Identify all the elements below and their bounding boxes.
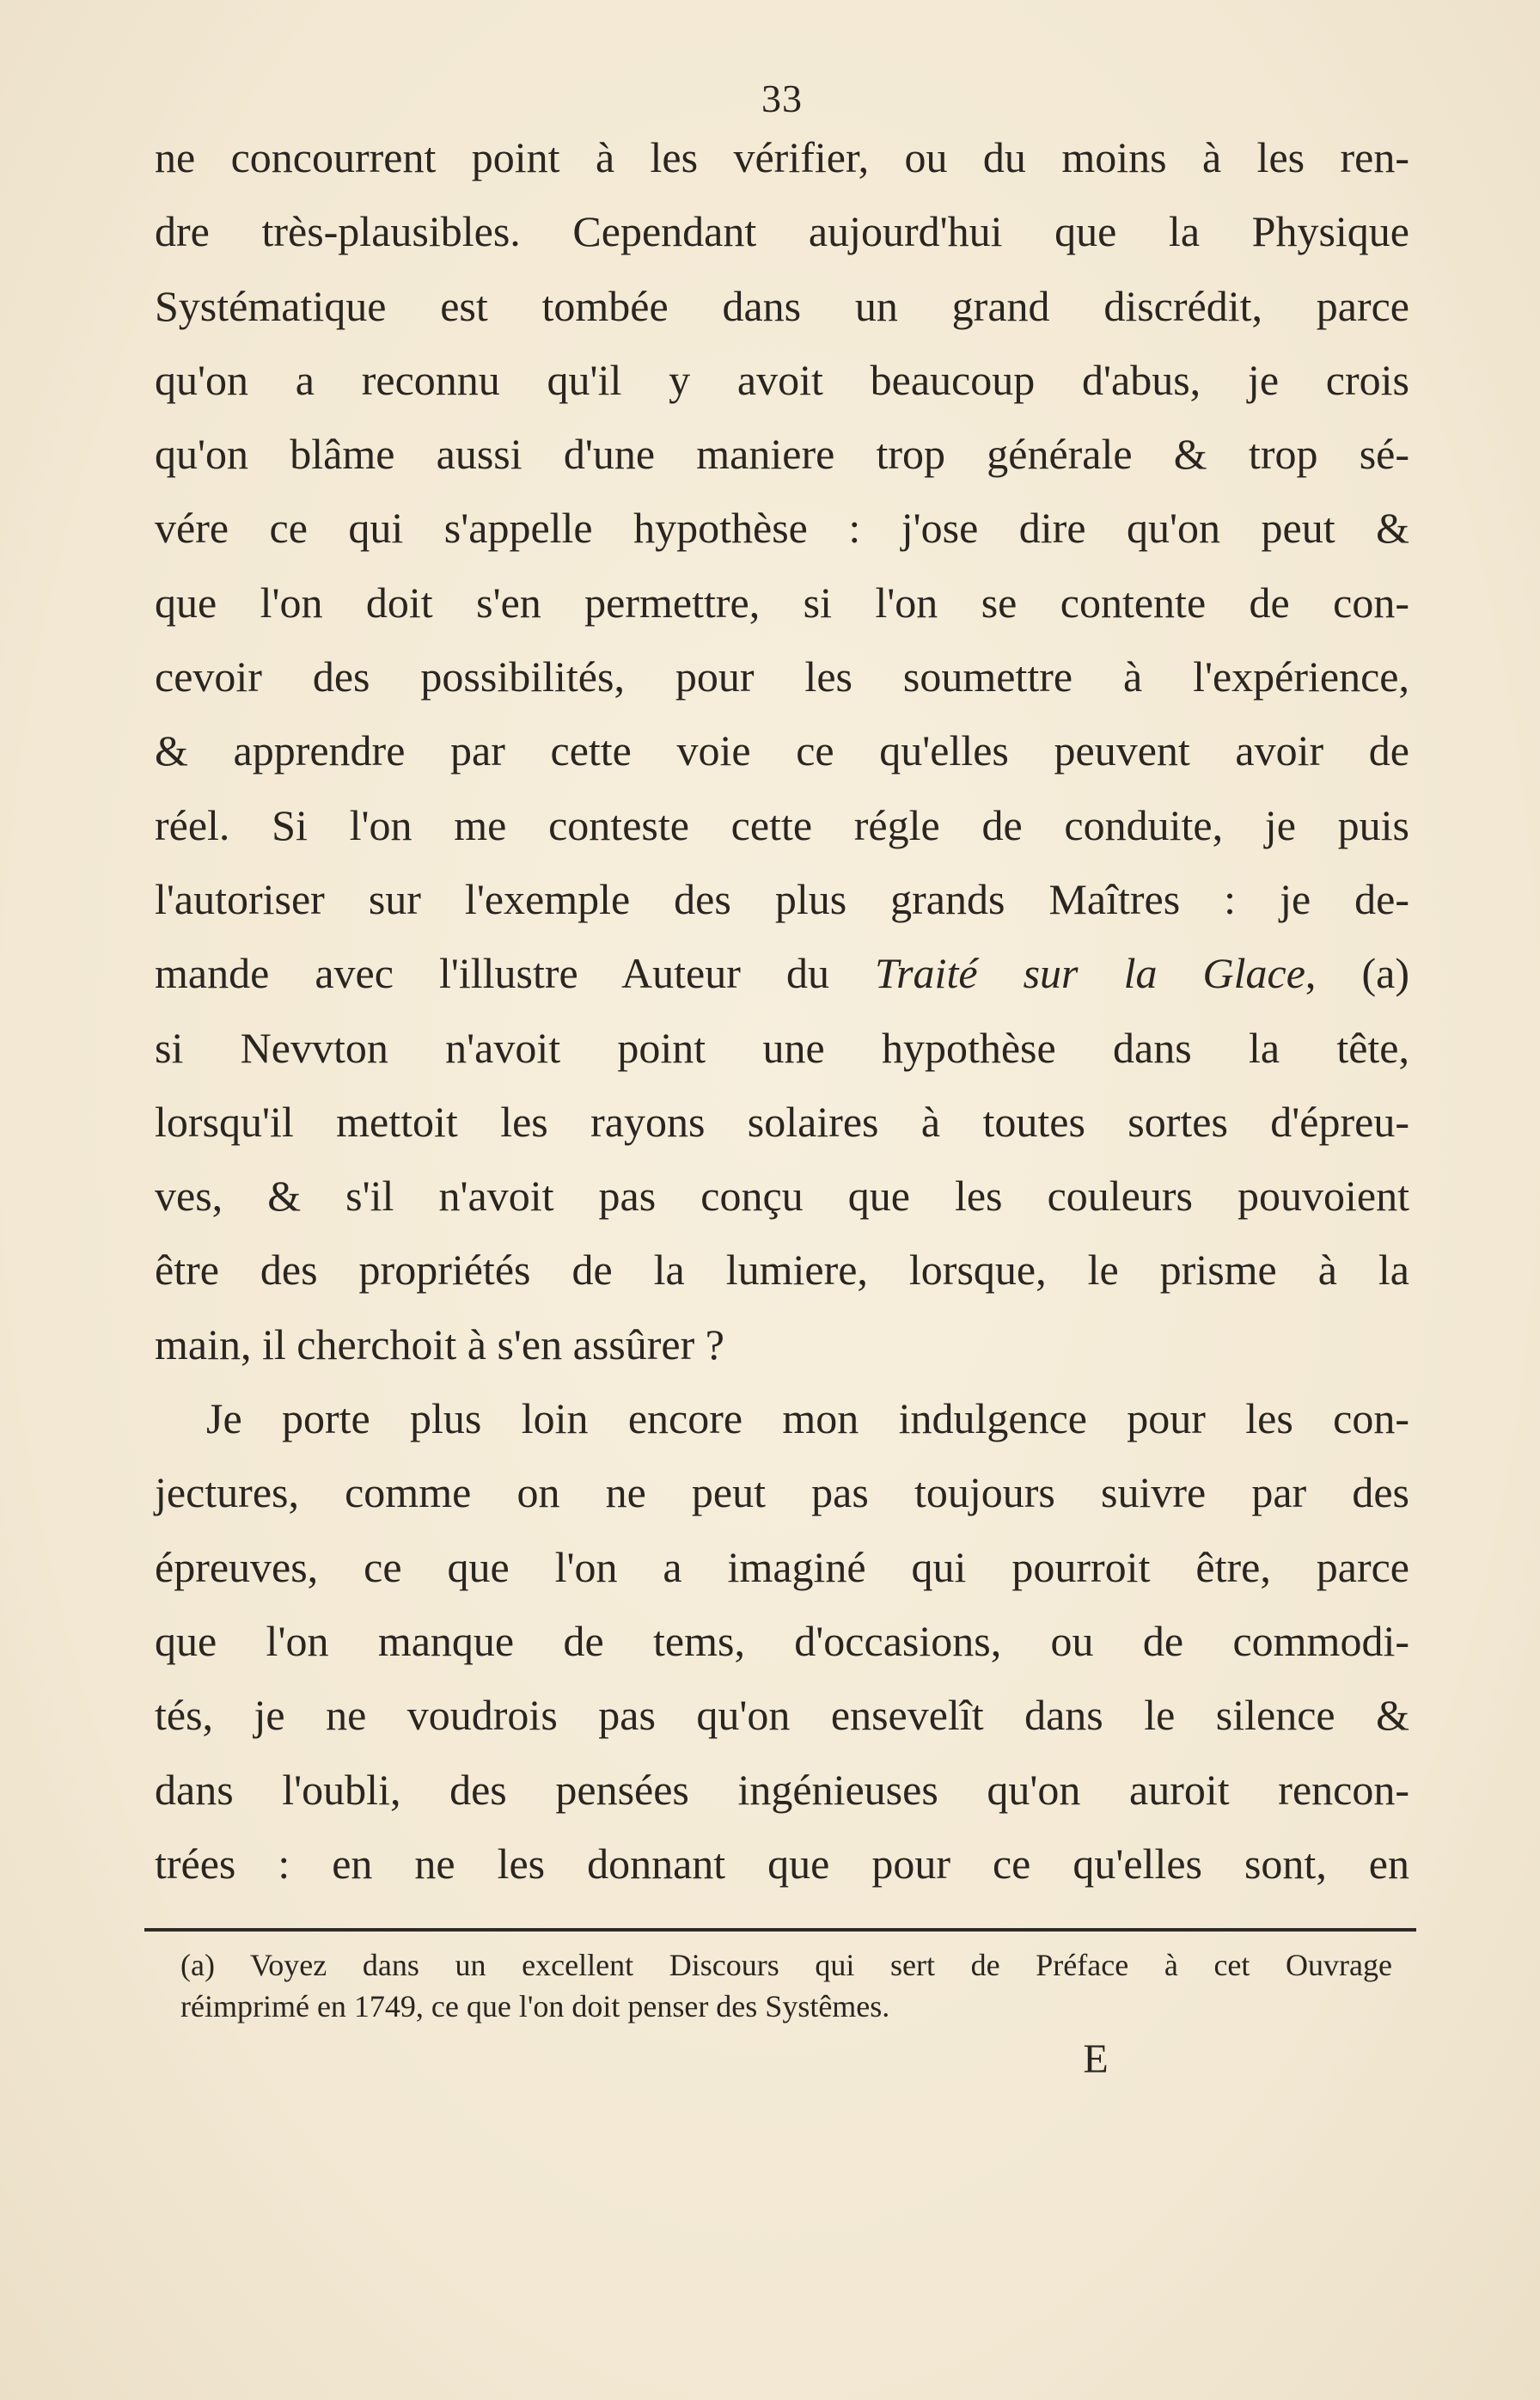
- text-line-15: ves, & s'il n'avoit pas conçu que les couleurs pouvoient: [155, 1172, 1409, 1221]
- signature-mark: E: [1083, 2036, 1109, 2082]
- text-line-10: réel. Si l'on me conteste cette régle de conduite, je puis: [155, 800, 1409, 849]
- text-line-24: trées : en ne les donnant que pour ce qu'elles sont, en: [155, 1839, 1409, 1888]
- text-line-22: tés, je ne voudrois pas qu'on ensevelît dans le silence &: [155, 1691, 1409, 1740]
- text-line-5: qu'on blâme aussi d'une maniere trop générale & trop sé-: [155, 430, 1409, 479]
- footnote-line-1: (a) Voyez dans un excellent Discours qui sert de Préface à cet Ouvrage: [180, 1948, 1392, 1982]
- text-line-3: Systématique est tombée dans un grand discrédit, parce: [155, 281, 1409, 330]
- text-line-6: vére ce qui s'appelle hypothèse : j'ose dire qu'on peut &: [155, 504, 1409, 553]
- text-line-7: que l'on doit s'en permettre, si l'on se contente de con-: [155, 578, 1409, 627]
- text-line-8: cevoir des possibilités, pour les soumettre à l'expérience,: [155, 652, 1409, 701]
- footnote: [180, 1944, 1392, 2027]
- text-line-23: dans l'oubli, des pensées ingénieuses qu'on auroit rencon-: [155, 1765, 1409, 1814]
- text-line-12: [155, 936, 1409, 1010]
- text-line-17: main, il cherchoit à s'en assûrer ?: [155, 1319, 724, 1368]
- text-line-18: Je porte plus loin encore mon indulgence pour les con-: [206, 1394, 1409, 1443]
- text-line-14: lorsqu'il mettoit les rayons solaires à toutes sortes d'épreu-: [155, 1097, 1409, 1146]
- text-line-9: & apprendre par cette voie ce qu'elles peuvent avoir de: [155, 726, 1409, 775]
- text-line-16: être des propriétés de la lumiere, lorsque, le prisme à la: [155, 1246, 1409, 1295]
- text-line-12-start: mande avec l'illustre Auteur du: [155, 949, 876, 998]
- text-line-11: l'autoriser sur l'exemple des plus grands Maîtres : je de-: [155, 874, 1409, 923]
- footnote-line-2: réimprimé en 1749, ce que l'on doit penser des Systêmes.: [180, 1989, 890, 2023]
- page-number: 33: [761, 77, 803, 120]
- text-line-2: dre très-plausibles. Cependant aujourd'hui que la Physique: [155, 207, 1409, 256]
- text-line-4: qu'on a reconnu qu'il y avoit beaucoup d'abus, je crois: [155, 355, 1409, 404]
- text-line-19: jectures, comme on ne peut pas toujours suivre par des: [155, 1468, 1409, 1517]
- book-title-italic: Traité sur la Glace: [875, 949, 1305, 998]
- footnote-divider: [144, 1928, 1416, 1932]
- footnote-reference: , (a): [1305, 949, 1409, 998]
- text-line-13: si Nevvton n'avoit point une hypothèse dans la tête,: [155, 1023, 1409, 1072]
- text-line-20: épreuves, ce que l'on a imaginé qui pourroit être, parce: [155, 1542, 1409, 1591]
- text-line-21: que l'on manque de tems, d'occasions, ou de commodi-: [155, 1616, 1409, 1665]
- text-line-1: ne concourrent point à les vérifier, ou du moins à les ren-: [155, 133, 1409, 181]
- main-text: [155, 120, 1409, 1901]
